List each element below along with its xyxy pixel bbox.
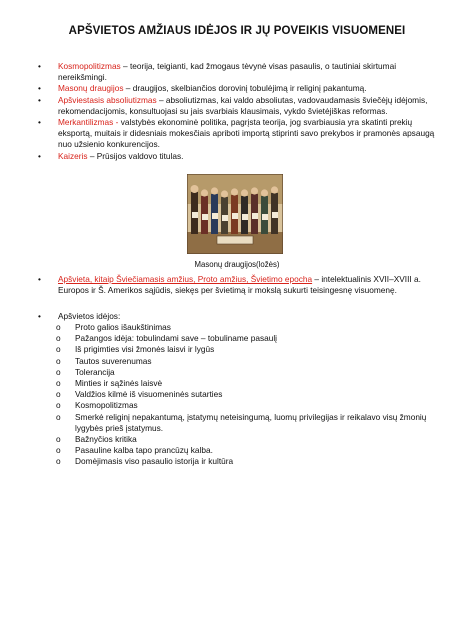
masonic-lodge-illustration [187,174,283,254]
term-item [38,151,438,162]
ideas-list [38,311,438,322]
ideas-sublist [56,322,446,468]
bullet-icon: • [38,117,41,128]
ideas-heading: Apšvietos idėjos: [58,311,121,321]
idea-item [56,456,446,467]
bullet-icon: • [38,311,41,321]
bullet-icon: • [38,150,41,161]
circle-bullet-icon: o [56,411,61,422]
figures-group [191,185,279,234]
idea-item [56,412,446,434]
idea-text: Proto galios išaukštinimas [75,322,171,332]
circle-bullet-icon: o [56,344,61,355]
term-label: Kosmopolitizmas [58,61,121,71]
term-item [38,117,438,151]
epoch-item [38,274,438,296]
idea-text: Bažnyčios kritika [75,434,137,445]
idea-text: Domėjimasis viso pasaulio istorija ir kultūra [75,456,234,467]
idea-text: Smerkė religinį nepakantumą, įstatymų neteisingumą, luomų privilegijas ir reikalavo visų žmonių lygybės prieš įstatymus. [75,411,427,433]
circle-bullet-icon: o [56,333,61,344]
term-label: Apšviestasis absoliutizmas [58,94,157,105]
circle-bullet-icon: o [56,456,61,467]
idea-text: Tolerancija [75,366,115,377]
ideas-heading-item [38,311,438,322]
idea-item [56,344,446,355]
terms-list [38,61,438,162]
idea-item [56,356,446,367]
circle-bullet-icon: o [56,389,61,400]
bullet-icon: • [38,83,41,94]
figure-caption: Masonų draugijos(ložės) [194,260,280,269]
idea-text: Valdžios kilmė iš visuomeninės sutarties [75,389,223,400]
epoch-term: Apšvieta, kitaip Šviečiamasis amžius, Proto amžius, Švietimo epocha [58,274,313,284]
term-label: Kaizeris [58,150,88,161]
idea-text: Pažangos idėja: tobulindami save – tobuliname pasaulį [75,333,278,344]
idea-item [56,378,446,389]
idea-item [56,367,446,378]
bullet-icon: • [38,61,41,71]
idea-text: Kosmopolitizmas [75,400,138,411]
idea-item [56,434,446,445]
term-definition: – absoliutizmas, kai valdo absoliutas, vadovaudamasis šviečėjų idėjomis, rekomendacijomis, konsultuojasi su jais svarbiais klausimais, vykdo švietėjiškas reformas. [58,94,428,116]
term-item [38,83,438,94]
term-definition: – teorija, teigianti, kad žmogaus tėvynė visas pasaulis, o tautiniai skirtumai nereikšmingi. [58,61,397,83]
idea-item [56,389,446,400]
term-definition: – Prūsijos valdovo titulas. [87,150,184,161]
idea-text: Minties ir sąžinės laisvė [75,378,163,389]
idea-item [56,400,446,411]
idea-text: Tautos suverenumas [75,355,152,366]
idea-text: Pasauline kalba tapo prancūzų kalba. [75,445,213,456]
term-label: Masonų draugijos [58,83,124,94]
term-label: Merkantilizmas - [58,117,119,128]
term-definition: valstybės ekonominė politika, pagrįsta teorija, jog svarbiausia yra skatinti prekių eksportą, muitais ir didesniais mokesčiais apriboti importą stiprinti savo prekybos ir pramonės apsaugą nuo užsienio konkurencijos. [58,117,435,150]
idea-text: Iš prigimties visi žmonės laisvi ir lygūs [75,344,215,355]
idea-item [56,333,446,344]
page-title: APŠVIETOS AMŽIAUS IDĖJOS IR JŲ POVEIKIS VISUOMENEI [68,25,406,37]
epoch-list [38,274,438,296]
circle-bullet-icon: o [56,400,61,411]
circle-bullet-icon: o [56,366,61,377]
term-item [38,61,438,83]
circle-bullet-icon: o [56,355,61,366]
term-definition: – draugijos, skelbiančios dorovinį tobulėjimą ir religinį pakantumą. [123,83,367,94]
epoch-definition: – intelektualinis XVII–XVIII a. Europos ir Š. Amerikos sąjūdis, siekęs per švietimą ir mokslą sukurti teisingesnę visuomenę. [58,274,421,296]
circle-bullet-icon: o [56,434,61,445]
circle-bullet-icon: o [56,378,61,389]
bullet-icon: • [38,94,41,105]
bullet-icon: • [38,274,41,284]
circle-bullet-icon: o [56,322,61,332]
circle-bullet-icon: o [56,445,61,456]
idea-item [56,445,446,456]
idea-item [56,322,446,333]
term-item [38,95,438,117]
